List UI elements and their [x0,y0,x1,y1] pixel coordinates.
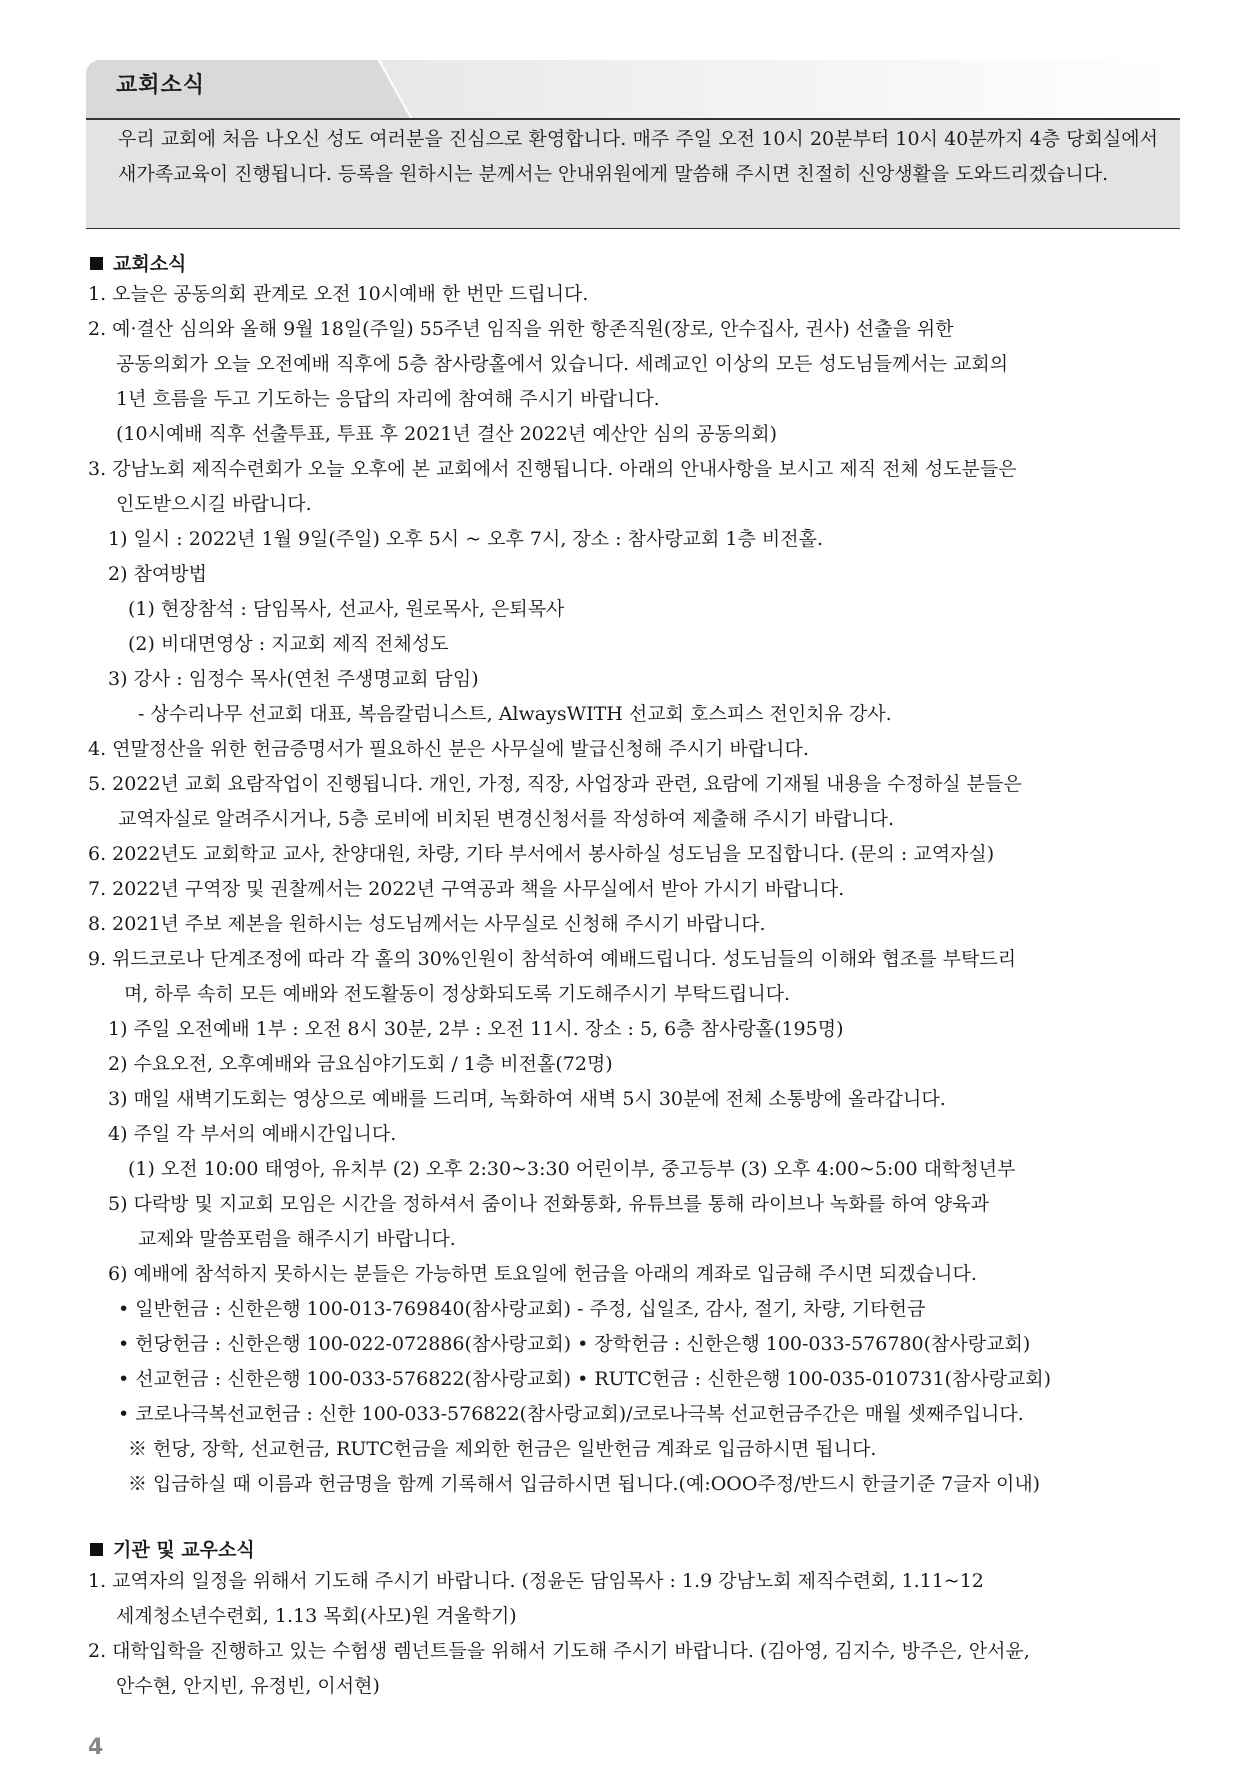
news-line: 8. 2021년 주보 제본을 원하시는 성도님께서는 사무실로 신청해 주시기 바랍니다. [88,913,766,935]
news-line: 3) 매일 새벽기도회는 영상으로 예배를 드리며, 녹화하여 새벽 5시 30분에 전체 소통방에 올라갑니다. [108,1088,946,1110]
news-line: 2. 대학입학을 진행하고 있는 수험생 렘넌트들을 위해서 기도해 주시기 바랍니다. (김아영, 김지수, 방주은, 안서윤, [88,1640,1030,1662]
news-line: (1) 현장참석 : 담임목사, 선교사, 원로목사, 은퇴목사 [128,598,565,620]
section-heading-org-news [90,1535,255,1562]
news-line: 며, 하루 속히 모든 예배와 전도활동이 정상화되도록 기도해주시기 부탁드립니다. [124,983,791,1005]
square-bullet-icon [90,1543,103,1556]
news-line: 1) 주일 오전예배 1부 : 오전 8시 30분, 2부 : 오전 11시. 장소 : 5, 6층 참사랑홀(195명) [108,1018,844,1040]
news-line: 3. 강남노회 제직수련회가 오늘 오후에 본 교회에서 진행됩니다. 아래의 안내사항을 보시고 제직 전체 성도분들은 [88,458,1017,480]
header-fade-band [380,60,1180,118]
news-line: 3) 강사 : 임정수 목사(연천 주생명교회 담임) [108,668,479,690]
news-line: (2) 비대면영상 : 지교회 제직 전체성도 [128,633,449,655]
news-line: 6) 예배에 참석하지 못하시는 분들은 가능하면 토요일에 헌금을 아래의 계좌로 입금해 주시면 되겠습니다. [108,1263,977,1285]
news-line: 세계청소년수련회, 1.13 목회(사모)원 겨울학기) [116,1605,517,1627]
news-line: 1년 흐름을 두고 기도하는 응답의 자리에 참여해 주시기 바랍니다. [116,388,660,410]
news-line: 1) 일시 : 2022년 1월 9일(주일) 오후 5시 ~ 오후 7시, 장소 : 참사랑교회 1층 비전홀. [108,528,824,550]
news-line: 5. 2022년 교회 요람작업이 진행됩니다. 개인, 가정, 직장, 사업장과 관련, 요람에 기재될 내용을 수정하실 분들은 [88,773,1022,795]
news-line: ※ 헌당, 장학, 선교헌금, RUTC헌금을 제외한 헌금은 일반헌금 계좌로 입금하시면 됩니다. [128,1438,877,1460]
square-bullet-icon [90,257,103,270]
news-line: • 헌당헌금 : 신한은행 100-022-072886(참사랑교회) • 장학헌금 : 신한은행 100-033-576780(참사랑교회) [118,1333,1031,1355]
news-line: • 선교헌금 : 신한은행 100-033-576822(참사랑교회) • RUTC헌금 : 신한은행 100-035-010731(참사랑교회) [118,1368,1052,1390]
page-title: 교회소식 [116,73,206,98]
news-line: - 상수리나무 선교회 대표, 복음칼럼니스트, AlwaysWITH 선교회 호스피스 전인치유 강사. [138,703,892,725]
news-line: 교제와 말씀포럼을 해주시기 바랍니다. [138,1228,456,1250]
section-heading-church-news [90,249,186,276]
welcome-text: 우리 교회에 처음 나오신 성도 여러분을 진심으로 환영합니다. 매주 주일 오전 10시 20분부터 10시 40분까지 4층 당회실에서 새가족교육이 진행됩니다. 등록을 원하시는 분께서는 안내위원에게 말씀해 주시면 친절히 신앙생활을 도와드리겠습니다. [118,128,1158,185]
news-line: ※ 입금하실 때 이름과 헌금명을 함께 기록해서 입금하시면 됩니다.(예:OOO주정/반드시 한글기준 7글자 이내) [128,1473,1041,1495]
news-line: 1. 교역자의 일정을 위해서 기도해 주시기 바랍니다. (정윤돈 담임목사 : 1.9 강남노회 제직수련회, 1.11~12 [88,1570,984,1592]
news-line: 4. 연말정산을 위한 헌금증명서가 필요하신 분은 사무실에 발급신청해 주시기 바랍니다. [88,738,809,760]
news-line: (1) 오전 10:00 태영아, 유치부 (2) 오후 2:30~3:30 어린이부, 중고등부 (3) 오후 4:00~5:00 대학청년부 [128,1158,1016,1180]
news-line: 교역자실로 알려주시거나, 5층 로비에 비치된 변경신청서를 작성하여 제출해 주시기 바랍니다. [118,808,894,830]
news-line: (10시예배 직후 선출투표, 투표 후 2021년 결산 2022년 예산안 심의 공동의회) [116,423,777,445]
news-line: 2. 예·결산 심의와 올해 9월 18일(주일) 55주년 임직을 위한 항존직원(장로, 안수집사, 권사) 선출을 위한 [88,318,954,340]
news-line: 안수현, 안지빈, 유정빈, 이서현) [116,1675,380,1697]
news-line: 공동의회가 오늘 오전예배 직후에 5층 참사랑홀에서 있습니다. 세례교인 이상의 모든 성도님들께서는 교회의 [116,353,1009,375]
news-line: 6. 2022년도 교회학교 교사, 찬양대원, 차량, 기타 부서에서 봉사하실 성도님을 모집합니다. (문의 : 교역자실) [88,843,995,865]
news-line: 5) 다락방 및 지교회 모임은 시간을 정하셔서 줌이나 전화통화, 유튜브를 통해 라이브나 녹화를 하여 양육과 [108,1193,989,1215]
news-line: • 코로나극복선교헌금 : 신한 100-033-576822(참사랑교회)/코로나극복 선교헌금주간은 매월 셋째주입니다. [118,1403,1024,1425]
news-line: 2) 수요오전, 오후예배와 금요심야기도회 / 1층 비전홀(72명) [108,1053,613,1075]
news-line: 7. 2022년 구역장 및 권찰께서는 2022년 구역공과 책을 사무실에서 받아 가시기 바랍니다. [88,878,845,900]
news-line: 9. 위드코로나 단계조정에 따라 각 홀의 30%인원이 참석하여 예배드립니다. 성도님들의 이해와 협조를 부탁드리 [88,948,1017,970]
news-line: 4) 주일 각 부서의 예배시간입니다. [108,1123,397,1145]
news-line: 2) 참여방법 [108,563,207,585]
news-line: • 일반헌금 : 신한은행 100-013-769840(참사랑교회) - 주정, 십일조, 감사, 절기, 차량, 기타헌금 [118,1298,926,1320]
page-number: 4 [88,1735,104,1760]
section-title: 교회소식 [113,253,187,275]
news-line: 인도받으시길 바랍니다. [116,493,312,515]
section-title: 기관 및 교우소식 [113,1539,255,1561]
news-line: 1. 오늘은 공동의회 관계로 오전 10시예배 한 번만 드립니다. [88,283,589,305]
